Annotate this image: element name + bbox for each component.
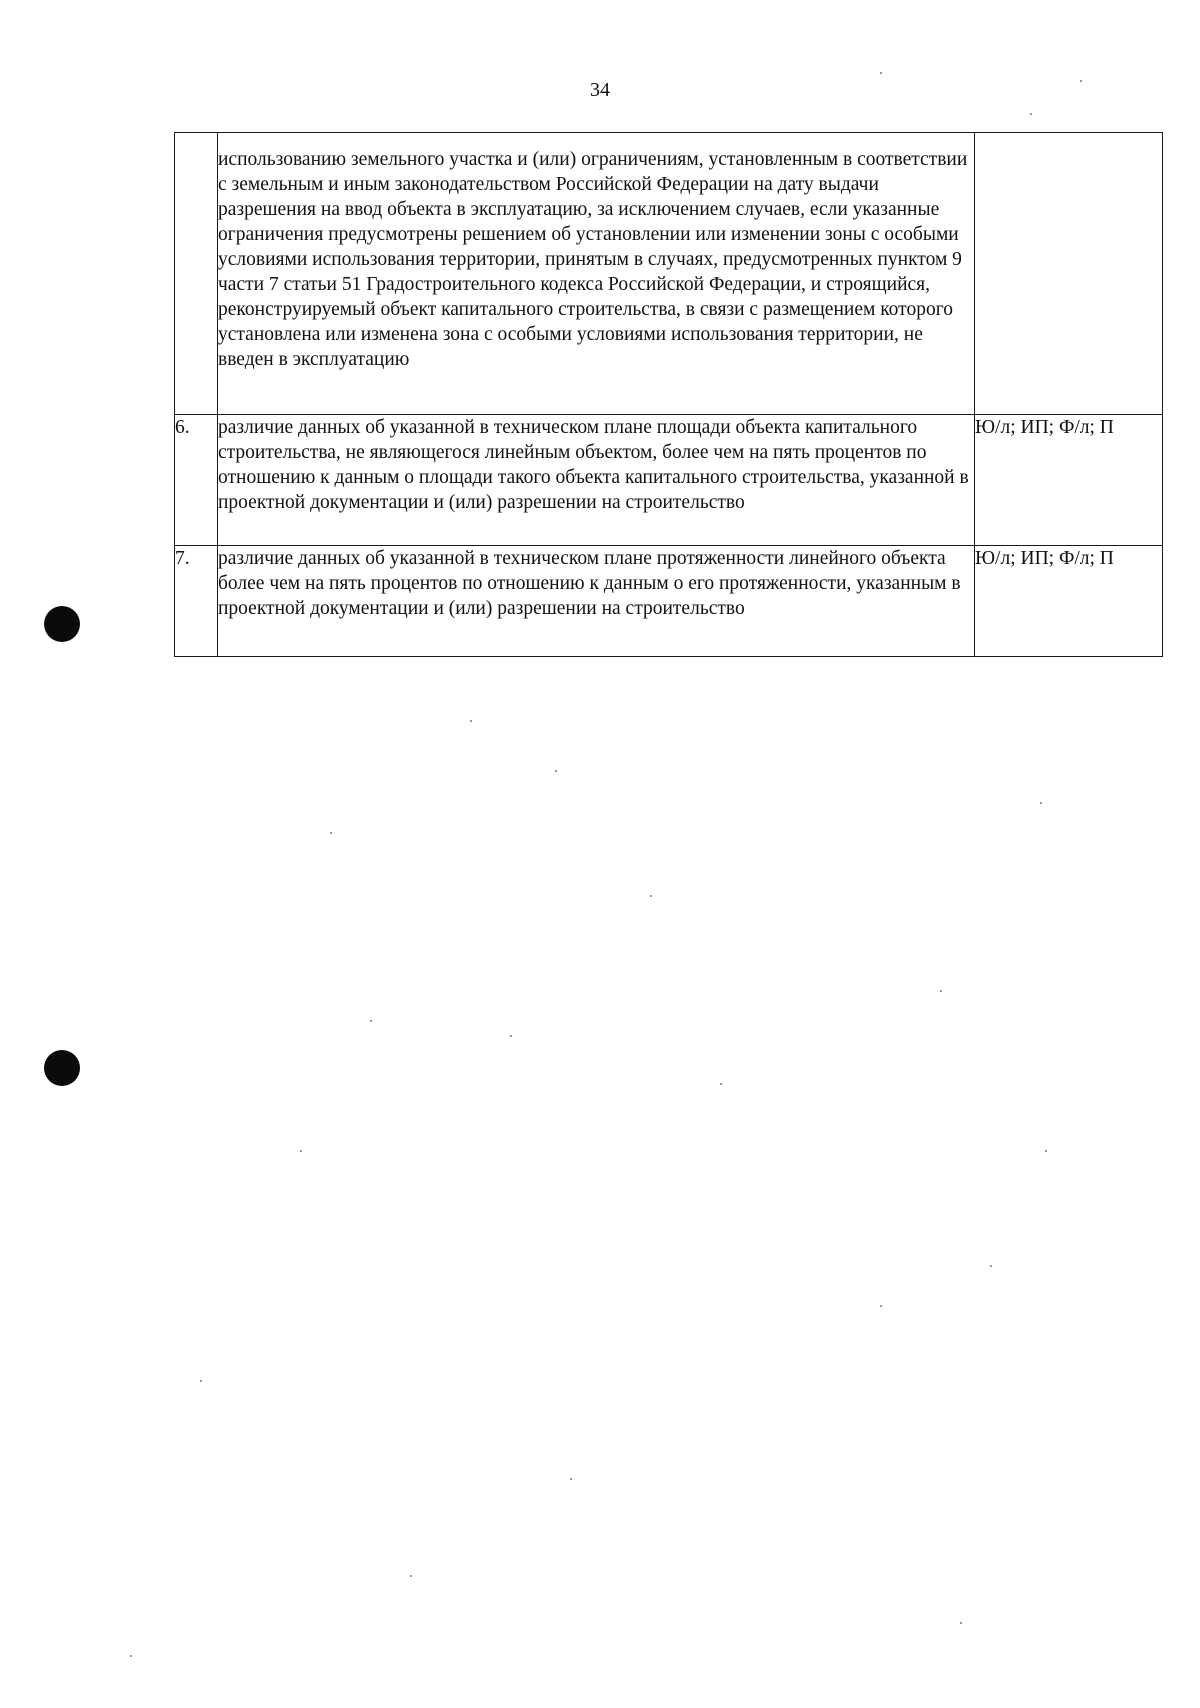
row-subjects: Ю/л; ИП; Ф/л; П: [975, 415, 1163, 546]
row-number: 7.: [175, 546, 218, 657]
requirements-table: [174, 132, 1163, 657]
table-row: [175, 133, 1163, 415]
row-text: различие данных об указанной в техническом плане площади объекта капитального строительства, не являющегося линейным объектом, более чем на пять процентов по отношению к данным о площади такого объекта капитального строительства, указанной в проектной документации и (или) разрешении на строительство: [218, 415, 975, 546]
table-row: [175, 546, 1163, 657]
row-text: использованию земельного участка и (или) ограничениям, установленным в соответствии с земельным и иным законодательством Российской Федерации на дату выдачи разрешения на ввод объекта в эксплуатацию, за исключением случаев, если указанные ограничения предусмотрены решением об установлении или изменении зоны с особыми условиями использования территории, принятым в случаях, предусмотренных пунктом 9 части 7 статьи 51 Градостроительного кодекса Российской Федерации, и строящийся, реконструируемый объект капитального строительства, в связи с размещением которого установлена или изменена зона с особыми условиями использования территории, не введен в эксплуатацию: [218, 133, 975, 415]
table-row: [175, 415, 1163, 546]
row-subjects: [975, 133, 1163, 415]
row-number: 6.: [175, 415, 218, 546]
row-subjects: Ю/л; ИП; Ф/л; П: [975, 546, 1163, 657]
page-number: 34: [590, 79, 610, 101]
row-text: различие данных об указанной в техническом плане протяженности линейного объекта более чем на пять процентов по отношению к данным о его протяженности, указанным в проектной документации и (или) разрешении на строительство: [218, 546, 975, 657]
row-number: [175, 133, 218, 415]
punch-hole-lower: [44, 1050, 80, 1086]
punch-hole-upper: [44, 606, 80, 642]
